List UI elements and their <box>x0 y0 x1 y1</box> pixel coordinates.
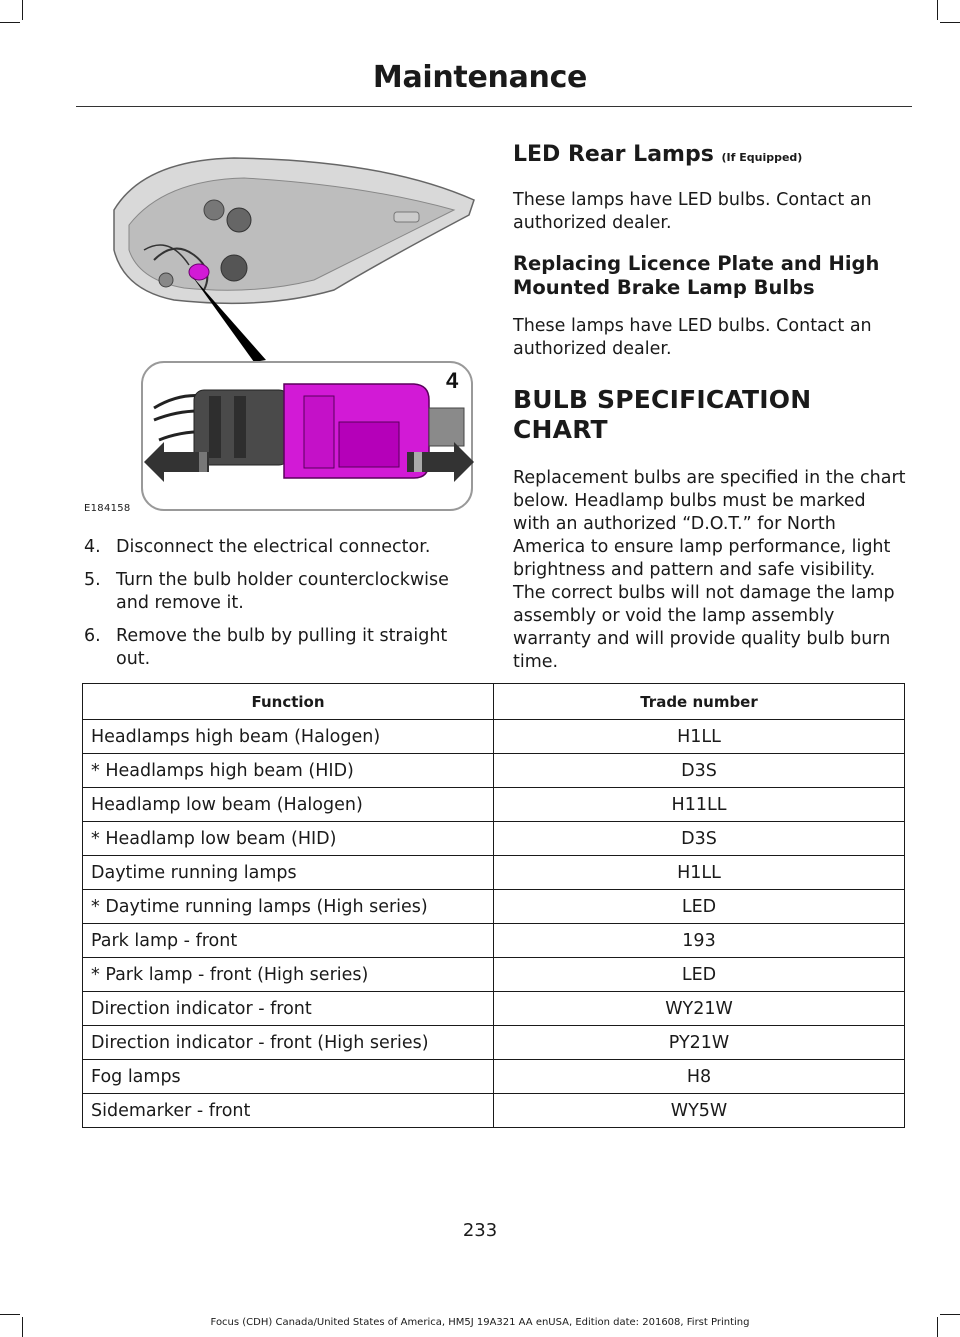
trade-number-cell: D3S <box>494 822 905 856</box>
function-cell: * Headlamps high beam (HID) <box>83 754 494 788</box>
licence-plate-heading: Replacing Licence Plate and High Mounted Brake Lamp Bulbs <box>513 252 880 299</box>
crop-mark <box>937 0 938 20</box>
table-header-row <box>83 684 905 720</box>
column-header-trade-number: Trade number <box>494 684 905 720</box>
function-cell: Headlamps high beam (Halogen) <box>83 720 494 754</box>
chart-intro-paragraph: Replacement bulbs are specified in the chart below. Headlamp bulbs must be marked with an authorized “D.O.T.” for North America to ensure lamp performance, light brightness and pattern and safe visibility. The correct bulbs will not damage the lamp assembly or void the lamp assembly warranty and will provide quality bulb burn time. <box>513 468 906 672</box>
step-text: Disconnect the electrical connector. <box>116 537 431 557</box>
edition-footer: Focus (CDH) Canada/United States of America, HM5J 19A321 AA enUSA, Edition date: 201608, First Printing <box>210 1317 750 1328</box>
bulb-chart-heading: BULB SPECIFICATION CHART <box>513 385 812 444</box>
function-cell: Fog lamps <box>83 1060 494 1094</box>
function-cell: * Daytime running lamps (High series) <box>83 890 494 924</box>
function-cell: Sidemarker - front <box>83 1094 494 1128</box>
if-equipped-label: (If Equipped) <box>721 151 803 164</box>
figure-callout-number: 4 <box>446 368 459 393</box>
trade-number-cell: LED <box>494 890 905 924</box>
column-header-function: Function <box>83 684 494 720</box>
trade-number-cell: H11LL <box>494 788 905 822</box>
table-row <box>83 856 905 890</box>
trade-number-cell: D3S <box>494 754 905 788</box>
licence-paragraph: These lamps have LED bulbs. Contact an authorized dealer. <box>513 316 872 359</box>
trade-number-cell: WY21W <box>494 992 905 1026</box>
trade-number-cell: LED <box>494 958 905 992</box>
trade-number-cell: 193 <box>494 924 905 958</box>
step-item <box>84 536 484 559</box>
table-row <box>83 992 905 1026</box>
title-rule <box>76 106 912 107</box>
bulb-specification-table <box>82 683 905 1128</box>
crop-mark <box>0 22 20 23</box>
table-row <box>83 1026 905 1060</box>
step-text: Remove the bulb by pulling it straight out. <box>116 626 448 669</box>
function-cell: * Headlamp low beam (HID) <box>83 822 494 856</box>
led-heading-text: LED Rear Lamps <box>513 142 714 167</box>
step-number: 4. <box>84 537 101 557</box>
function-cell: Direction indicator - front (High series) <box>83 1026 494 1060</box>
step-item <box>84 569 484 615</box>
step-number: 6. <box>84 626 101 646</box>
table-row <box>83 958 905 992</box>
trade-number-cell: H1LL <box>494 856 905 890</box>
crop-mark <box>0 1314 20 1315</box>
table-row <box>83 754 905 788</box>
table-row <box>83 788 905 822</box>
figure-code: E184158 <box>84 503 131 514</box>
page-number: 233 <box>462 1220 498 1241</box>
trade-number-cell: H8 <box>494 1060 905 1094</box>
table-row <box>83 1094 905 1128</box>
steps-list <box>84 536 484 681</box>
step-number: 5. <box>84 570 101 590</box>
crop-mark <box>940 22 960 23</box>
function-cell: Direction indicator - front <box>83 992 494 1026</box>
function-cell: Headlamp low beam (Halogen) <box>83 788 494 822</box>
table-row <box>83 1060 905 1094</box>
table-row <box>83 924 905 958</box>
function-cell: Park lamp - front <box>83 924 494 958</box>
page-title: Maintenance <box>372 60 588 95</box>
trade-number-cell: H1LL <box>494 720 905 754</box>
step-item <box>84 625 484 671</box>
led-paragraph: These lamps have LED bulbs. Contact an authorized dealer. <box>513 190 872 233</box>
step-text: Turn the bulb holder counterclockwise and remove it. <box>116 570 449 613</box>
table-row <box>83 890 905 924</box>
tail-lamp-drawing <box>84 140 480 520</box>
table-row <box>83 720 905 754</box>
function-cell: * Park lamp - front (High series) <box>83 958 494 992</box>
right-column <box>513 140 908 674</box>
crop-mark <box>22 0 23 20</box>
trade-number-cell: WY5W <box>494 1094 905 1128</box>
tail-lamp-illustration <box>84 140 480 520</box>
trade-number-cell: PY21W <box>494 1026 905 1060</box>
function-cell: Daytime running lamps <box>83 856 494 890</box>
table-row <box>83 822 905 856</box>
led-rear-lamps-heading <box>513 140 908 173</box>
crop-mark <box>940 1314 960 1315</box>
